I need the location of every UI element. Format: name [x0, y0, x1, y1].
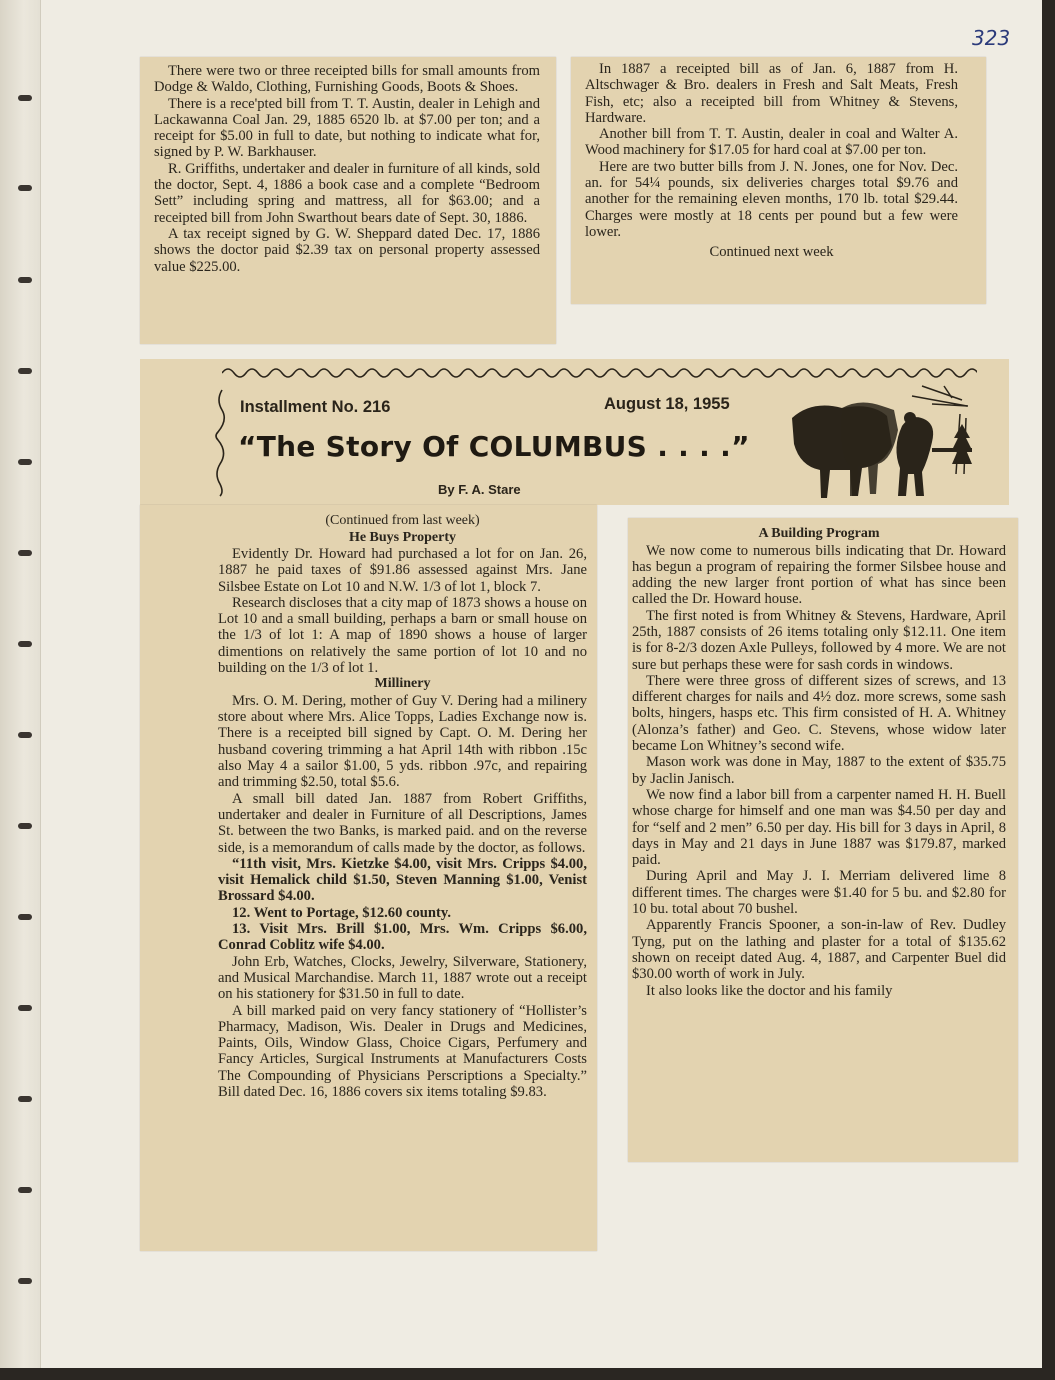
installment-date: August 18, 1955 — [604, 395, 730, 413]
wavy-rule — [222, 365, 977, 379]
paragraph: We now come to numerous bills indicating that Dr. Howard has begun a program of repairing the former Silsbee house and adding the new larger front portion of what has since been called the Dr. Howard house. — [632, 542, 1006, 608]
binder-ring — [18, 1005, 32, 1011]
binder-ring — [18, 550, 32, 556]
binder-ring — [18, 1278, 32, 1284]
story-title: “The Story Of COLUMBUS . . . .” — [238, 430, 750, 463]
paragraph: “11th visit, Mrs. Kietzke $4.00, visit Mrs. Cripps $4.00, visit Hemalick child $1.50, Steven Manning $1.00, Venist Brossard $4.00. — [218, 855, 587, 905]
ox-team-illustration — [782, 378, 972, 500]
binder-ring — [18, 1187, 32, 1193]
paragraph: Research discloses that a city map of 1873 shows a house on Lot 10 and a small building, perhaps a barn or small house on the 1/3 of lot 1: A map of 1890 shows a house of larger dimentions on relatively the same portion of lot 10 and no building on the 1/3 of lot 1. — [218, 594, 587, 677]
installment-number: Installment No. 216 — [240, 398, 391, 416]
paragraph: Here are two butter bills from J. N. Jones, one for Nov. Dec. an. for 54¼ pounds, six deliveries charges total $9.76 and another for the remaining eleven months, 170 lb. total $29.44. Charges were mostly at 18 cents per pound but a few were lower. — [585, 158, 958, 240]
paragraph: Apparently Francis Spooner, a son-in-law of Rev. Dudley Tyng, put on the lathing and plaster for a total of $135.62 shown on receipt dated Aug. 4, 1887, and Carpenter Buel did $30.00 worth of work in July. — [632, 917, 1006, 983]
paragraph: There were three gross of different sizes of screws, and 13 different charges for nails and 4½ doz. more screws, some sash bolts, hingers, hasps etc. This firm consisted of H. A. Whitney (Alonza’s father) and Geo. C. Stevens, whose widow later became Lon Whitney’s second wife. — [632, 672, 1006, 755]
paragraph: We now find a labor bill from a carpenter named H. H. Buell whose charge for himself and one man was $4.50 per day and for “self and 2 men” 6.50 per day. His bill for 3 days in April, 8 days in May and 21 days in June 1887 was $179.87, marked paid. — [632, 786, 1006, 869]
paragraph: 12. Went to Portage, $12.60 county. — [232, 904, 452, 921]
paragraph: A bill marked paid on very fancy stationery of “Hollister’s Pharmacy, Madison, Wis. Dealer in Drugs and Medicines, Paints, Oils, Window Glass, Choice Cigars, Perfumery and Fancy Articles, Surgical Instruments at Manufacturers Costs The Compounding of Physicians Perscriptions a Specialty.” Bill dated Dec. 16, 1886 covers six items totaling $9.83. — [218, 1002, 587, 1100]
paragraph: 13. Visit Mrs. Brill $1.00, Mrs. Wm. Cripps $6.00, Conrad Coblitz wife $4.00. — [218, 921, 587, 954]
section-heading: A Building Program — [758, 526, 880, 541]
continued-note: Continued next week — [709, 244, 834, 261]
clipping-top-left — [140, 57, 556, 344]
binder-ring — [18, 914, 32, 920]
byline: By F. A. Stare — [438, 482, 521, 497]
paragraph: Another bill from T. T. Austin, dealer in coal and Walter A. Wood machinery for $17.05 for hard coal at $7.00 per ton. — [585, 126, 958, 159]
paragraph: Mrs. O. M. Dering, mother of Guy V. Dering had a milinery store about where Mrs. Alice Topps, Ladies Exchange now is. There is a receipted bill signed by Capt. O. M. Dering her husband covering trimming a hat April 14th with ribbon .15c also May 4 a sailor $1.00, 5 yds. ribbon .97c, and repairing and trimming $2.50, total $5.6. — [218, 692, 587, 791]
section-heading: Millinery — [374, 676, 431, 692]
clipping-top-right — [571, 57, 986, 304]
clipping-left-column — [140, 505, 597, 1251]
paragraph: Evidently Dr. Howard had purchased a lot for on Jan. 26, 1887 he paid taxes of $91.86 assessed against Mrs. Jane Silsbee Estate on Lot 10 and N.W. 1/3 of lot 1, block 7. — [218, 546, 587, 595]
paragraph: During April and May J. I. Merriam delivered lime 8 different times. The charges were $1.40 for 5 bu. and $2.80 for 10 bu. total about 70 bushel. — [632, 868, 1006, 918]
paragraph: A tax receipt signed by G. W. Sheppard dated Dec. 17, 1886 shows the doctor paid $2.39 tax on personal property assessed value $225.00. — [154, 225, 540, 275]
paragraph: R. Griffiths, undertaker and dealer in furniture of all kinds, sold the doctor, Sept. 4, 1886 a book case and a complete “Bedroom Sett” including spring and mattress, all for $63.00; and a receipted bill from John Swarthout bears date of Sept. 30, 1886. — [154, 160, 540, 226]
binder-ring — [18, 1096, 32, 1102]
binder-ring — [18, 185, 32, 191]
binder-ring — [18, 277, 32, 283]
section-heading: He Buys Property — [348, 529, 457, 545]
paragraph: There were two or three receipted bills for small amounts from Dodge & Waldo, Clothing, Furnishing Goods, Boots & Shoes. — [154, 63, 540, 96]
paragraph: In 1887 a receipted bill as of Jan. 6, 1887 from H. Altschwager & Bro. dealers in Fresh and Salt Meats, Fresh Fish, etc; also a receipted bill from Whitney & Stevens, Hardware. — [585, 61, 958, 126]
left-brace-ornament — [212, 388, 226, 498]
paragraph: There is a rece'pted bill from T. T. Austin, dealer in Lehigh and Lackawanna Coal Jan. 29, 1885 6520 lb. at $7.00 per ton; and a receipt for $5.00 in full to date, but nothing to indicate what for, signed by P. W. Barkhauser. — [154, 95, 540, 161]
paragraph: It also looks like the doctor and his family — [646, 982, 893, 999]
binder-ring — [18, 95, 32, 101]
binder-ring — [18, 368, 32, 374]
binder-ring — [18, 459, 32, 465]
paragraph: The first noted is from Whitney & Stevens, Hardware, April 25th, 1887 consists of 26 items totaling only $12.11. One item is for 8-2/3 dozen Axle Pulleys, followed by 4 more. We are not sure but perhaps these were for sash cords in windows. — [632, 607, 1006, 673]
clipping-right-column — [628, 518, 1018, 1162]
binder-ring — [18, 641, 32, 647]
page-number: 323 — [972, 26, 1011, 50]
binding-edge — [0, 0, 41, 1368]
binder-ring — [18, 823, 32, 829]
binder-ring — [18, 732, 32, 738]
paragraph: John Erb, Watches, Clocks, Jewelry, Silverware, Stationery, and Musical Marchandise. March 11, 1887 wrote out a receipt on his stationery for $31.50 in full to date. — [218, 953, 587, 1003]
continued-from: (Continued from last week) — [325, 513, 480, 528]
paragraph: Mason work was done in May, 1887 to the extent of $35.75 by Jaclin Janisch. — [632, 754, 1006, 787]
paragraph: A small bill dated Jan. 1887 from Robert Griffiths, undertaker and dealer in Furniture of all Descriptions, James St. between the two Banks, is marked paid. and on the reverse side, is a memorandum of calls made by the doctor, as follows. — [218, 790, 587, 856]
